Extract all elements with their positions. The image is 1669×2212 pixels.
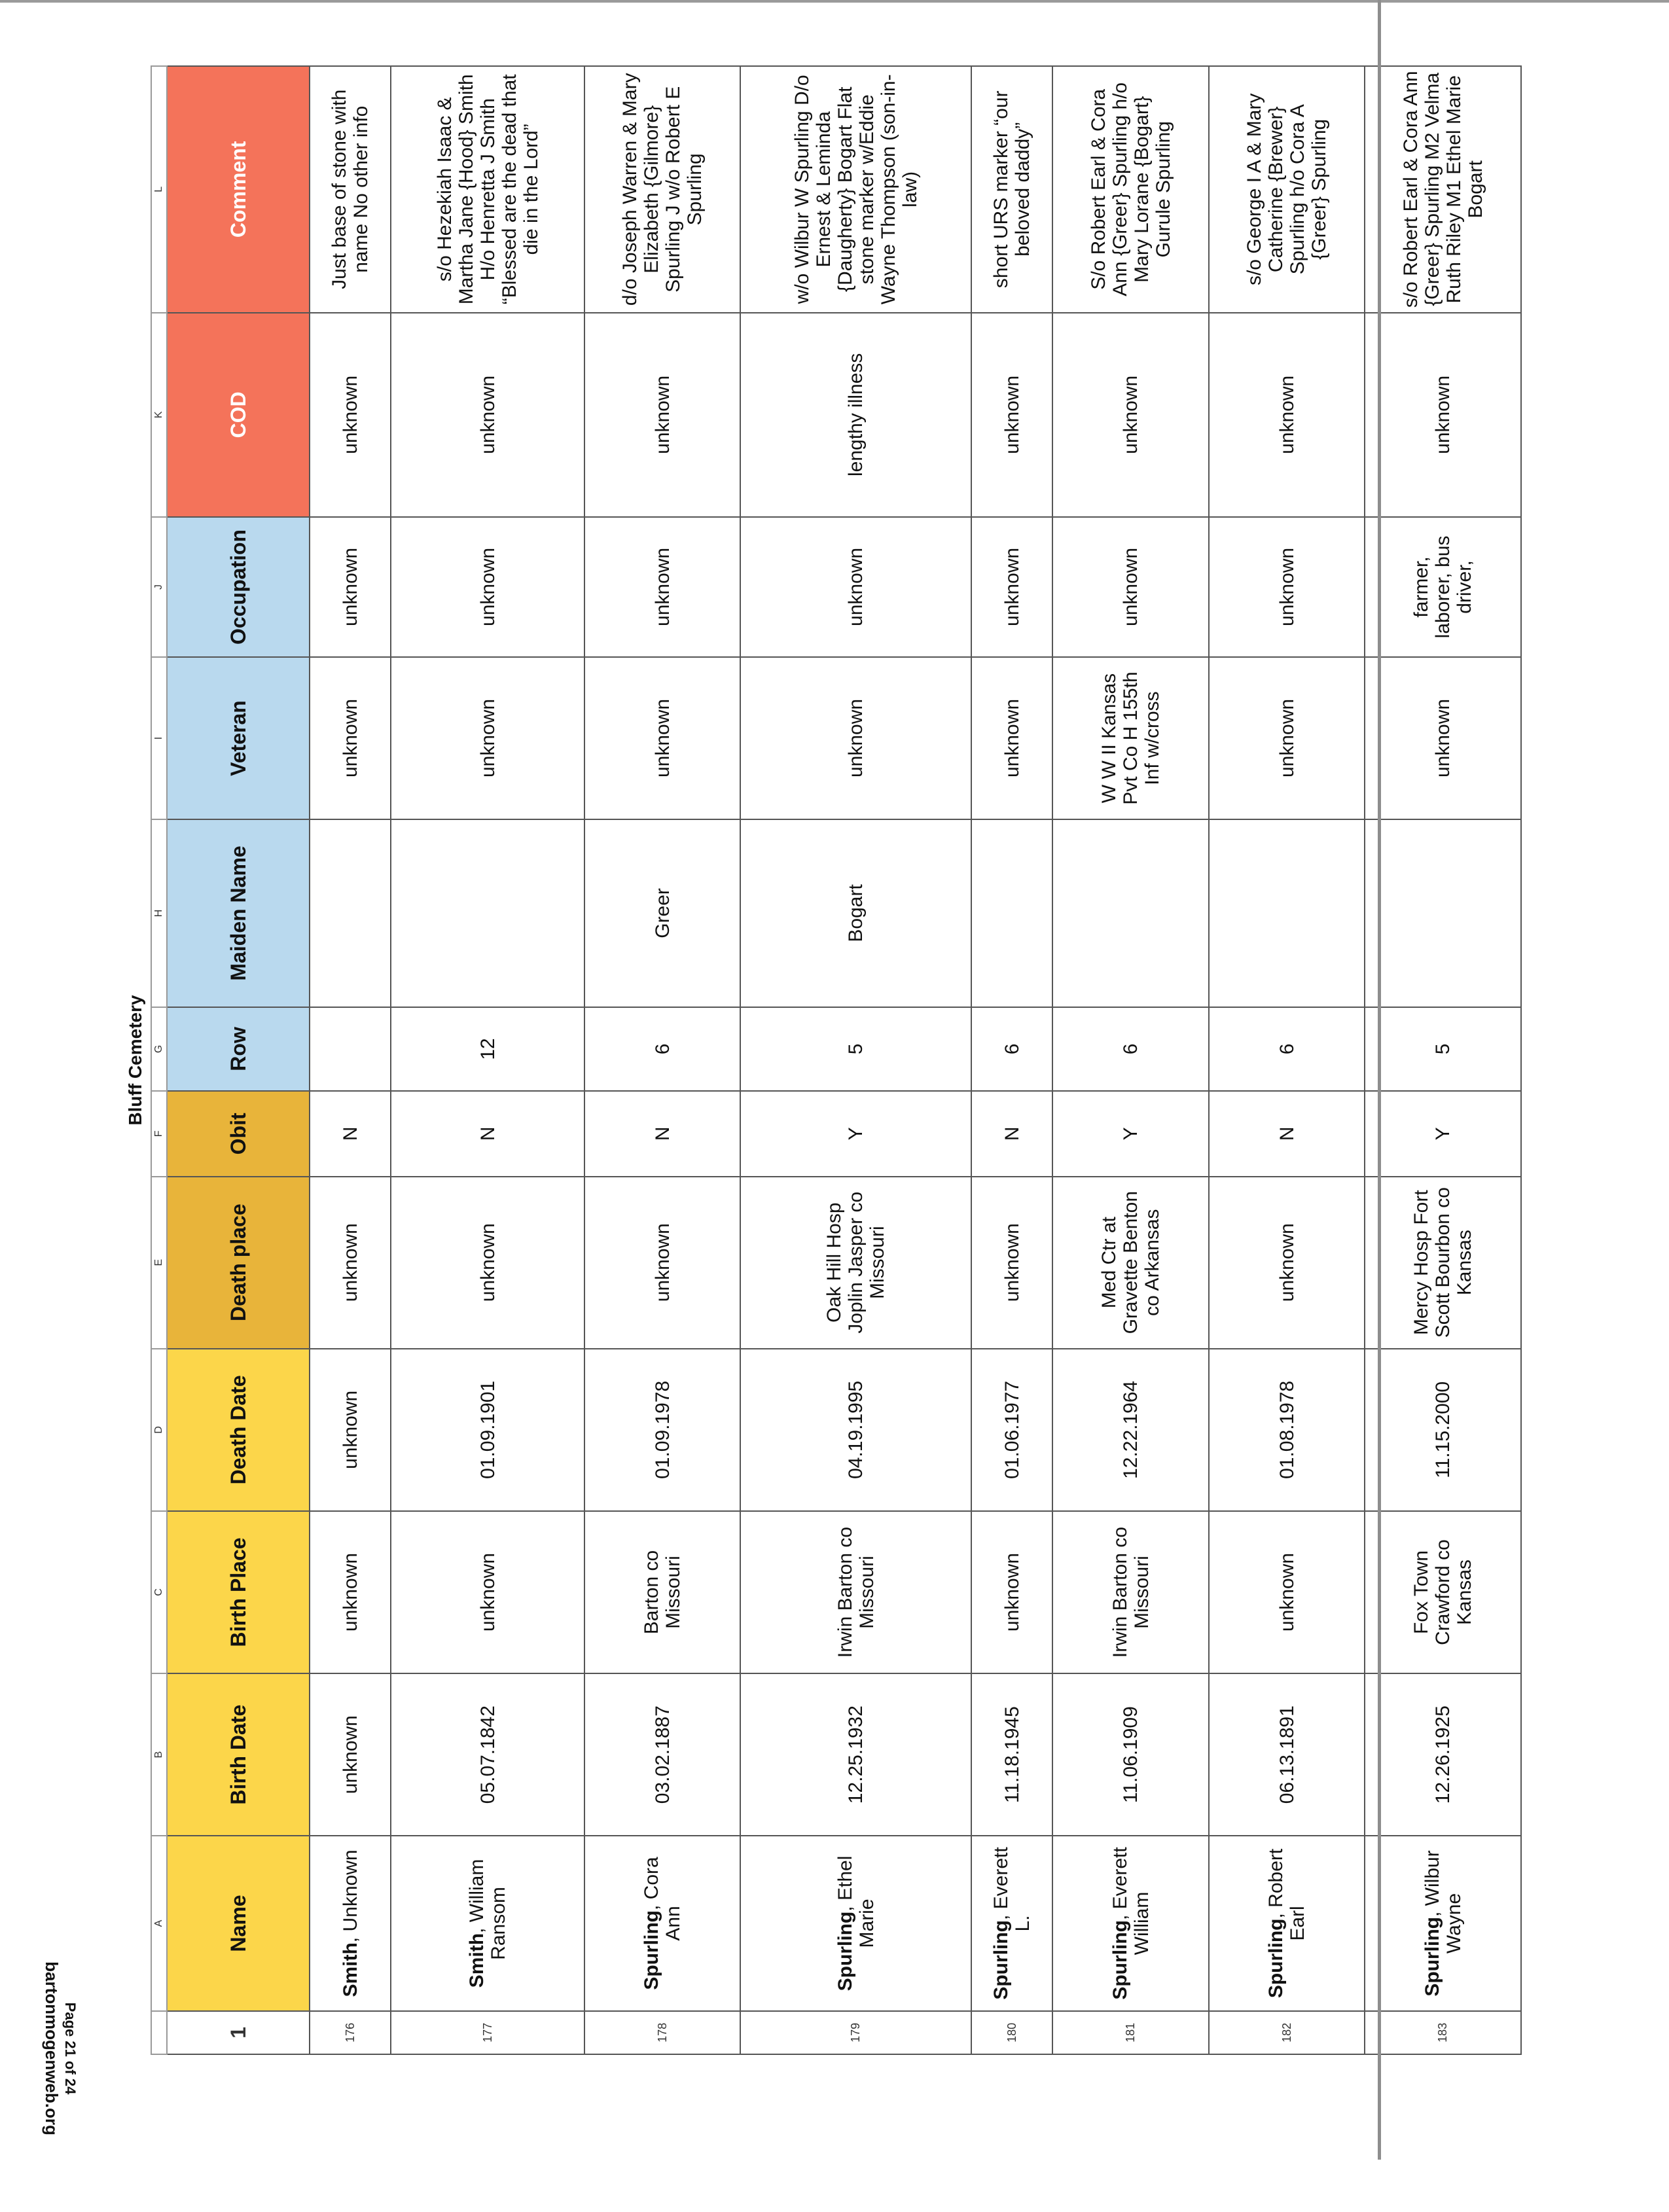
column-letter: B	[151, 1673, 167, 1836]
birth-place-cell: unknown	[971, 1511, 1052, 1673]
comment-cell: d/o Joseph Warren & Mary Elizabeth {Gilmore} Spurling J w/o Robert E Spurling	[584, 66, 741, 313]
row-number: 178	[584, 2011, 741, 2054]
row-cell: 6	[971, 1007, 1052, 1091]
maiden-name-cell	[391, 819, 584, 1007]
page-number: Page 21 of 24	[62, 2002, 79, 2095]
death-place-cell: unknown	[584, 1177, 741, 1349]
death-place-cell: unknown	[971, 1177, 1052, 1349]
name-cell	[584, 1836, 741, 2010]
table-row	[584, 66, 741, 2054]
birth-place-cell: Barton co Missouri	[584, 1511, 741, 1673]
birth-place-cell: unknown	[391, 1511, 584, 1673]
birth-place-cell: Fox Town Crawford co Kansas	[1365, 1511, 1521, 1673]
obit-cell: N	[971, 1091, 1052, 1177]
occupation-cell: unknown	[310, 517, 391, 657]
column-letter: D	[151, 1349, 167, 1511]
header-birth-date: Birth Date	[167, 1673, 310, 1836]
cod-cell: unknown	[971, 313, 1052, 517]
maiden-name-cell: Bogart	[740, 819, 971, 1007]
cod-cell: unknown	[1052, 313, 1209, 517]
birth-date-cell: 12.26.1925	[1365, 1673, 1521, 1836]
first-name: , Robert Earl	[1265, 1848, 1309, 1941]
comment-cell: short URS marker “our beloved daddy”	[971, 66, 1052, 313]
last-name: Spurling	[1265, 1918, 1287, 1999]
rotated-sheet	[124, 65, 1522, 2055]
birth-date-cell: 11.06.1909	[1052, 1673, 1209, 1836]
header-row: Row	[167, 1007, 310, 1091]
row-number: 182	[1209, 2011, 1365, 2054]
maiden-name-cell	[1052, 819, 1209, 1007]
veteran-cell: unknown	[971, 657, 1052, 819]
first-name: , Everett L.	[990, 1847, 1034, 1932]
name-cell	[310, 1836, 391, 2010]
table-row	[391, 66, 584, 2054]
table-row	[1365, 66, 1521, 2054]
row-number: 183	[1365, 2011, 1521, 2054]
first-name: , Everett William	[1109, 1847, 1153, 1955]
birth-date-cell: 11.18.1945	[971, 1673, 1052, 1836]
header-death-place: Death place	[167, 1177, 310, 1349]
row-number: 176	[310, 2011, 391, 2054]
comment-cell: s/o Robert Earl & Cora Ann {Greer} Spurling M2 Velma Ruth Riley M1 Ethel Marie Bogart	[1365, 66, 1521, 313]
veteran-cell: unknown	[1365, 657, 1521, 819]
name-cell	[391, 1836, 584, 2010]
last-name: Spurling	[1109, 1920, 1131, 2000]
birth-place-cell: Irwin Barton co Missouri	[1052, 1511, 1209, 1673]
veteran-cell: W W II Kansas Pvt Co H 155th Inf w/cross	[1052, 657, 1209, 819]
last-name: Smith	[466, 1933, 488, 1988]
maiden-name-cell	[1209, 819, 1365, 1007]
veteran-cell: unknown	[584, 657, 741, 819]
obit-cell: N	[1209, 1091, 1365, 1177]
veteran-cell: unknown	[740, 657, 971, 819]
obit-cell: Y	[740, 1091, 971, 1177]
death-date-cell: unknown	[310, 1349, 391, 1511]
row-cell: 6	[1052, 1007, 1209, 1091]
footer-inner	[41, 1885, 79, 2212]
obit-cell: Y	[1365, 1091, 1521, 1177]
column-letter: E	[151, 1177, 167, 1349]
comment-cell: s/o George I A & Mary Catherine {Brewer} Spurling h/o Cora A {Greer} Spurling	[1209, 66, 1365, 313]
death-date-cell: 01.08.1978	[1209, 1349, 1365, 1511]
cod-cell: unknown	[1365, 313, 1521, 517]
cod-cell: unknown	[1209, 313, 1365, 517]
cod-cell: unknown	[391, 313, 584, 517]
last-name: Spurling	[1421, 1917, 1443, 1997]
birth-date-cell: unknown	[310, 1673, 391, 1836]
last-name: Spurling	[990, 1920, 1013, 2000]
column-letter: F	[151, 1091, 167, 1177]
table-row	[310, 66, 391, 2054]
header-row	[167, 66, 310, 2054]
veteran-cell: unknown	[1209, 657, 1365, 819]
table-row	[971, 66, 1052, 2054]
row-number: 180	[971, 2011, 1052, 2054]
death-date-cell: 01.09.1978	[584, 1349, 741, 1511]
scan-top-edge	[0, 0, 1669, 3]
header-cod: COD	[167, 313, 310, 517]
last-name: Smith	[339, 1942, 361, 1997]
name-cell	[1365, 1836, 1521, 2010]
header-comment: Comment	[167, 66, 310, 313]
last-name: Spurling	[641, 1910, 663, 1990]
cod-cell: lengthy illness	[740, 313, 971, 517]
birth-date-cell: 05.07.1842	[391, 1673, 584, 1836]
obit-cell: Y	[1052, 1091, 1209, 1177]
comment-cell: Just base of stone with name No other info	[310, 66, 391, 313]
death-place-cell: Oak Hill Hosp Joplin Jasper co Missouri	[740, 1177, 971, 1349]
column-letter: I	[151, 657, 167, 819]
cod-cell: unknown	[310, 313, 391, 517]
scan-divider-line	[1378, 0, 1381, 2160]
page-title: Bluff Cemetery	[125, 995, 145, 1126]
cod-cell: unknown	[584, 313, 741, 517]
row-cell: 5	[740, 1007, 971, 1091]
occupation-cell: farmer, laborer, bus driver,	[1365, 517, 1521, 657]
first-name: , Cora Ann	[641, 1857, 685, 1941]
column-letter: J	[151, 517, 167, 657]
birth-place-cell: Irwin Barton co Missouri	[740, 1511, 971, 1673]
row-number: 177	[391, 2011, 584, 2054]
header-row-number: 1	[167, 2011, 310, 2054]
name-cell	[740, 1836, 971, 2010]
veteran-cell: unknown	[391, 657, 584, 819]
comment-cell: s/o Hezekiah Isaac & Martha Jane {Hood} Smith H/o Henretta J Smith “Blessed are the dead that die in the Lord”	[391, 66, 584, 313]
name-cell	[1052, 1836, 1209, 2010]
table-row	[1052, 66, 1209, 2054]
site-url: bartonmogenweb.org	[42, 1961, 62, 2135]
first-name: , William Ransom	[466, 1859, 510, 1960]
death-place-cell: unknown	[391, 1177, 584, 1349]
page-footer	[39, 1885, 131, 2135]
name-cell	[1209, 1836, 1365, 2010]
comment-cell: w/o Wilbur W Spurling D/o Ernest & Leminda {Daugherty} Bogart Flat stone marker w/Eddie Wayne Thompson (son-in-law)	[740, 66, 971, 313]
row-cell: 6	[1209, 1007, 1365, 1091]
column-letter: C	[151, 1511, 167, 1673]
header-obit: Obit	[167, 1091, 310, 1177]
death-place-cell: unknown	[1209, 1177, 1365, 1349]
occupation-cell: unknown	[971, 517, 1052, 657]
birth-place-cell: unknown	[310, 1511, 391, 1673]
death-place-cell: Med Ctr at Gravette Benton co Arkansas	[1052, 1177, 1209, 1349]
comment-cell: S/o Robert Earl & Cora Ann {Greer} Spurling h/o Mary Lorane {Bogart} Gurule Spurling	[1052, 66, 1209, 313]
column-letter: H	[151, 819, 167, 1007]
first-name: , Unknown	[339, 1849, 361, 1943]
row-cell: 12	[391, 1007, 584, 1091]
death-date-cell: 12.22.1964	[1052, 1349, 1209, 1511]
header-veteran: Veteran	[167, 657, 310, 819]
header-birth-place: Birth Place	[167, 1511, 310, 1673]
last-name: Spurling	[834, 1911, 856, 1991]
header-occupation: Occupation	[167, 517, 310, 657]
death-date-cell: 11.15.2000	[1365, 1349, 1521, 1511]
maiden-name-cell: Greer	[584, 819, 741, 1007]
column-letter: L	[151, 66, 167, 313]
veteran-cell: unknown	[310, 657, 391, 819]
occupation-cell: unknown	[584, 517, 741, 657]
death-date-cell: 01.06.1977	[971, 1349, 1052, 1511]
row-cell	[310, 1007, 391, 1091]
death-date-cell: 04.19.1995	[740, 1349, 971, 1511]
column-letter: G	[151, 1007, 167, 1091]
table-row	[740, 66, 971, 2054]
header-name: Name	[167, 1836, 310, 2010]
column-letter: K	[151, 313, 167, 517]
column-letter	[151, 2011, 167, 2054]
row-number: 181	[1052, 2011, 1209, 2054]
birth-date-cell: 12.25.1932	[740, 1673, 971, 1836]
name-cell	[971, 1836, 1052, 2010]
occupation-cell: unknown	[391, 517, 584, 657]
death-place-cell: unknown	[310, 1177, 391, 1349]
row-cell: 6	[584, 1007, 741, 1091]
occupation-cell: unknown	[740, 517, 971, 657]
occupation-cell: unknown	[1052, 517, 1209, 657]
cemetery-table	[151, 65, 1522, 2055]
obit-cell: N	[391, 1091, 584, 1177]
occupation-cell: unknown	[1209, 517, 1365, 657]
first-name: , Wilbur Wayne	[1421, 1850, 1465, 1954]
row-cell: 5	[1365, 1007, 1521, 1091]
birth-place-cell: unknown	[1209, 1511, 1365, 1673]
first-name: , Ethel Marie	[834, 1855, 878, 1948]
maiden-name-cell	[310, 819, 391, 1007]
obit-cell: N	[584, 1091, 741, 1177]
maiden-name-cell	[971, 819, 1052, 1007]
death-date-cell: 01.09.1901	[391, 1349, 584, 1511]
row-number: 179	[740, 2011, 971, 2054]
header-maiden-name: Maiden Name	[167, 819, 310, 1007]
column-letter: A	[151, 1836, 167, 2010]
column-letters-row	[151, 66, 167, 2054]
obit-cell: N	[310, 1091, 391, 1177]
death-place-cell: Mercy Hosp Fort Scott Bourbon co Kansas	[1365, 1177, 1521, 1349]
birth-date-cell: 03.02.1887	[584, 1673, 741, 1836]
header-death-date: Death Date	[167, 1349, 310, 1511]
maiden-name-cell	[1365, 819, 1521, 1007]
birth-date-cell: 06.13.1891	[1209, 1673, 1365, 1836]
table-row	[1209, 66, 1365, 2054]
